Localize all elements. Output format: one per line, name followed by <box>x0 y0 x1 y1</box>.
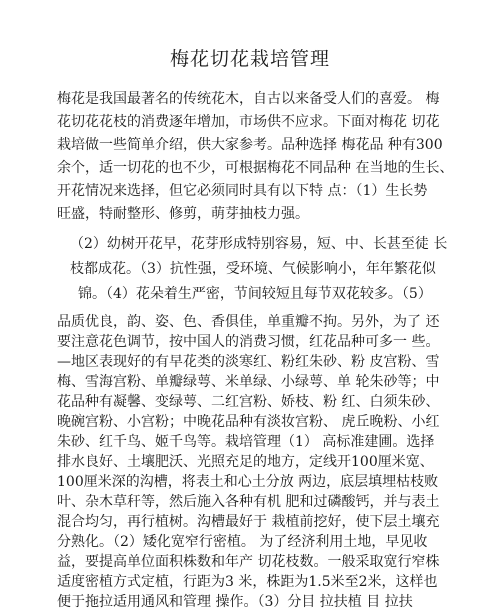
paragraph-line: 100厘米深的沟槽，将表土和心土分放 两边，底层填埋枯枝败 <box>57 474 439 490</box>
paragraph-line: 朱砂、红千鸟、姬千鸟等。栽培管理（1） 高标准建圃。选择 <box>57 434 435 450</box>
paragraph-line: 要注意花色调节，按中国人的消费习惯，红花品种可多一 些。 <box>57 334 440 350</box>
paragraph-line: 余个，适一切花的也不少，可根据梅花不同品种 在当地的生长、 <box>57 160 454 176</box>
paragraph-line: 益，要提高单位面积株数和年产 切花枝数。一般采取宽行窄株 <box>57 554 440 570</box>
paragraph-line: 旺盛，特耐整形、修剪，萌芽抽枝力强。 <box>57 206 309 222</box>
paragraph-line: 品质优良，韵、姿、色、香俱佳，单重瓣不拘。另外，为了 还 <box>57 314 440 330</box>
paragraph-line: 锦。（4）花朵着生严密，节间较短且每节双花较多。（5） <box>78 286 432 302</box>
paragraph-line: 适度密植方式定植，行距为3 米，株距为1.5米至2米，这样也 <box>57 574 438 590</box>
paragraph-line: 分熟化。（2）矮化宽窄行密植。 为了经济利用土地，早见收 <box>57 534 428 550</box>
paragraph-line: 晚碗宫粉、小宫粉；中晚花品种有淡妆宫粉、 虎丘晚粉、小红 <box>57 414 440 430</box>
paragraph-line: 便于拖拉适用通风和管理 操作。（3）分目 拉扶植 目 拉扶 <box>57 594 413 610</box>
paragraph-line: （2）幼树开花早，花芽形成特别容易，短、中、长甚至徒 长 <box>70 236 448 252</box>
paragraph-line: 梅花是我国最著名的传统花木，自古以来备受人们的喜爱。 梅 <box>57 91 440 107</box>
paragraph-line: 花切花花枝的消费逐年增加，市场供不应求。下面对梅花 切花 <box>57 114 440 130</box>
document-title: 梅花切花栽培管理 <box>169 48 330 70</box>
paragraph-line: 花品种有凝馨、变绿萼、二红宫粉、娇枝、粉 红、白须朱砂、 <box>57 394 440 410</box>
paragraph-line: —地区表现好的有早花类的淡寒红、粉红朱砂、粉 皮宫粉、雪 <box>57 354 440 370</box>
paragraph-line: 梅、雪海宫粉、单瓣绿萼、米单绿、小绿萼、单 轮朱砂等；中 <box>57 374 440 390</box>
paragraph-line: 枝都成花。（3）抗性强，受环境、气候影响小，年年繁花似 <box>70 261 436 277</box>
paragraph-line: 开花情况来选择，但它必须同时具有以下特 点：（1）生长势 <box>57 183 428 199</box>
paragraph-line: 混合均匀，再行植树。沟槽最好于 栽植前挖好，使下层土壤充 <box>57 514 440 530</box>
paragraph-line: 栽培做一些简单介绍，供大家参考。品种选择 梅花品 种有300 <box>57 137 443 153</box>
paragraph-line: 排水良好、土壤肥沃、光照充足的地方，定线开100厘米宽、 <box>57 454 434 470</box>
paragraph-line: 叶、杂木草秆等，然后施入各种有机 肥和过磷酸钙，并与表土 <box>57 494 440 510</box>
